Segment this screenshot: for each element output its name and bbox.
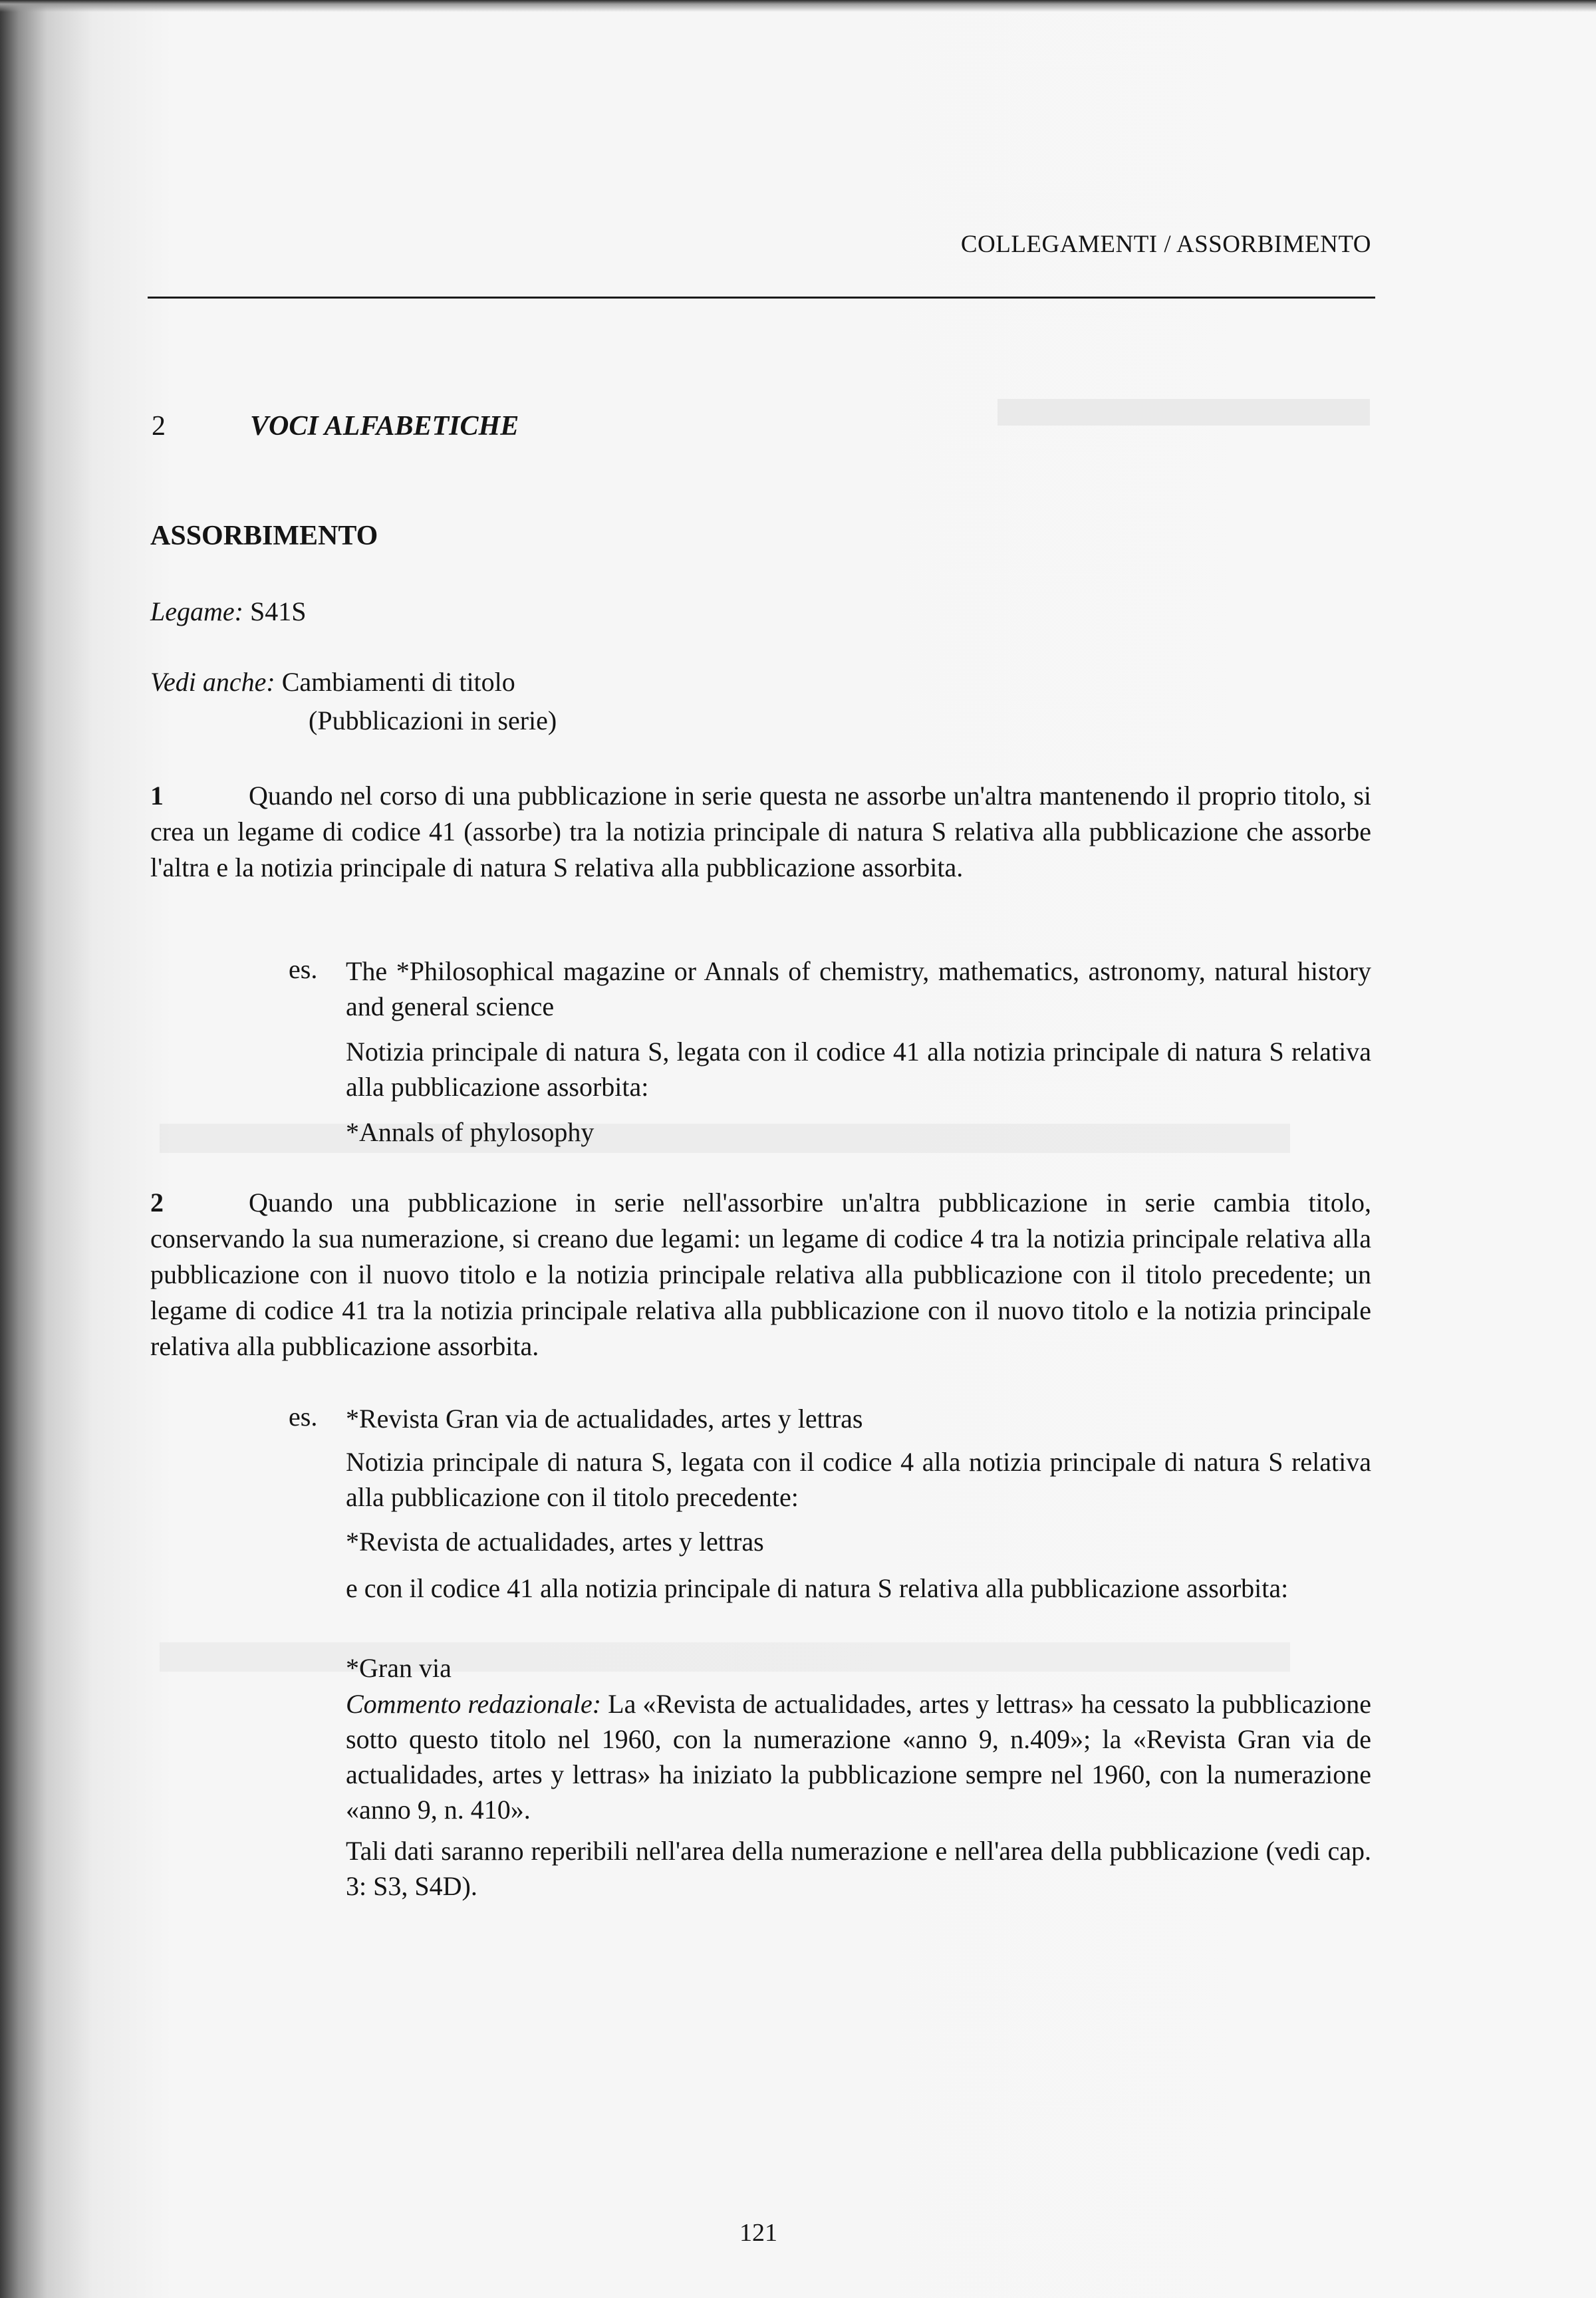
paragraph-text: Quando una pubblicazione in serie nell'assorbire un'altra pubblicazione in serie cambia titolo, conservando la sua numerazione, si creano due legami: un legame di codice 4 tra la notizia principale relativa alla pubblicazione con il nuovo titolo e la notizia principale relativa alla pubblicazione con il titolo precedente; un legame di codice 41 tra la notizia principale relativa alla pubblicazione con il nuovo titolo e la notizia principale relativa alla pubblicazione assorbita. <box>150 1188 1371 1361</box>
example-linked-title: *Revista de actualidades, artes y lettras <box>346 1527 764 1557</box>
header-rule <box>148 297 1375 299</box>
comment-text: La «Revista de actualidades, artes y lettras» ha cessato la pubblicazione sotto questo titolo nel 1960, con la numerazione «anno 9, n.409»; la «Revista Gran via de actualidades, artes y lettras» ha iniziato la pubblicazione sempre nel 1960, con la numerazione «anno 9, n. 410». <box>346 1689 1371 1825</box>
vedi-anche-line <box>150 666 515 698</box>
legame-value: S41S <box>249 596 307 626</box>
paragraph-number: 2 <box>150 1188 164 1217</box>
example-label: es. <box>289 954 318 984</box>
section-name: VOCI ALFABETICHE <box>250 411 519 442</box>
entry-heading: ASSORBIMENTO <box>150 521 378 551</box>
show-through-smudge <box>998 399 1370 426</box>
paragraph-number: 1 <box>150 781 164 811</box>
example-note: Notizia principale di natura S, legata con il codice 4 alla notizia principale di natura S relativa alla pubblicazione con il titolo precedente: <box>346 1447 1371 1512</box>
paragraph-text: Quando nel corso di una pubblicazione in serie questa ne assorbe un'altra mantenendo il proprio titolo, si crea un legame di codice 41 (assorbe) tra la notizia principale di natura S relativa alla pubblicazione che assorbe l'altra e la notizia principale di natura S relativa alla pubblicazione assorbita. <box>150 781 1371 882</box>
page-number: 121 <box>739 2219 777 2247</box>
example-label: es. <box>289 1402 318 1432</box>
example-linked-title: *Gran via <box>346 1653 452 1683</box>
running-header: COLLEGAMENTI / ASSORBIMENTO <box>960 231 1371 258</box>
vedi-anche-label: Vedi anche: <box>150 667 275 697</box>
example-title: *Revista Gran via de actualidades, artes y lettras <box>346 1404 863 1434</box>
editorial-comment <box>346 1686 1371 1827</box>
example-linked-title: *Annals of phylosophy <box>346 1117 595 1147</box>
vedi-anche-ref: Cambiamenti di titolo <box>281 667 515 697</box>
example-title: The *Philosophical magazine or Annals of chemistry, mathematics, astronomy, natural history and general science <box>346 956 1371 1021</box>
paragraph-2 <box>150 1185 1371 1364</box>
legame-label: Legame: <box>150 596 243 626</box>
vedi-anche-ref-continued: (Pubblicazioni in serie) <box>309 705 557 735</box>
section-title <box>152 410 519 442</box>
comment-label: Commento redazionale: <box>346 1689 602 1719</box>
paragraph-1 <box>150 778 1371 886</box>
final-note: Tali dati saranno reperibili nell'area della numerazione e nell'area della pubblicazione (vedi cap. 3: S3, S4D). <box>346 1836 1371 1901</box>
legame-line <box>150 596 306 627</box>
example-note: e con il codice 41 alla notizia principale di natura S relativa alla pubblicazione assorbita: <box>346 1573 1289 1603</box>
example-note: Notizia principale di natura S, legata con il codice 41 alla notizia principale di natura S relativa alla pubblicazione assorbita: <box>346 1037 1371 1102</box>
section-number: 2 <box>152 411 166 442</box>
scan-edge-shadow <box>0 0 1596 12</box>
